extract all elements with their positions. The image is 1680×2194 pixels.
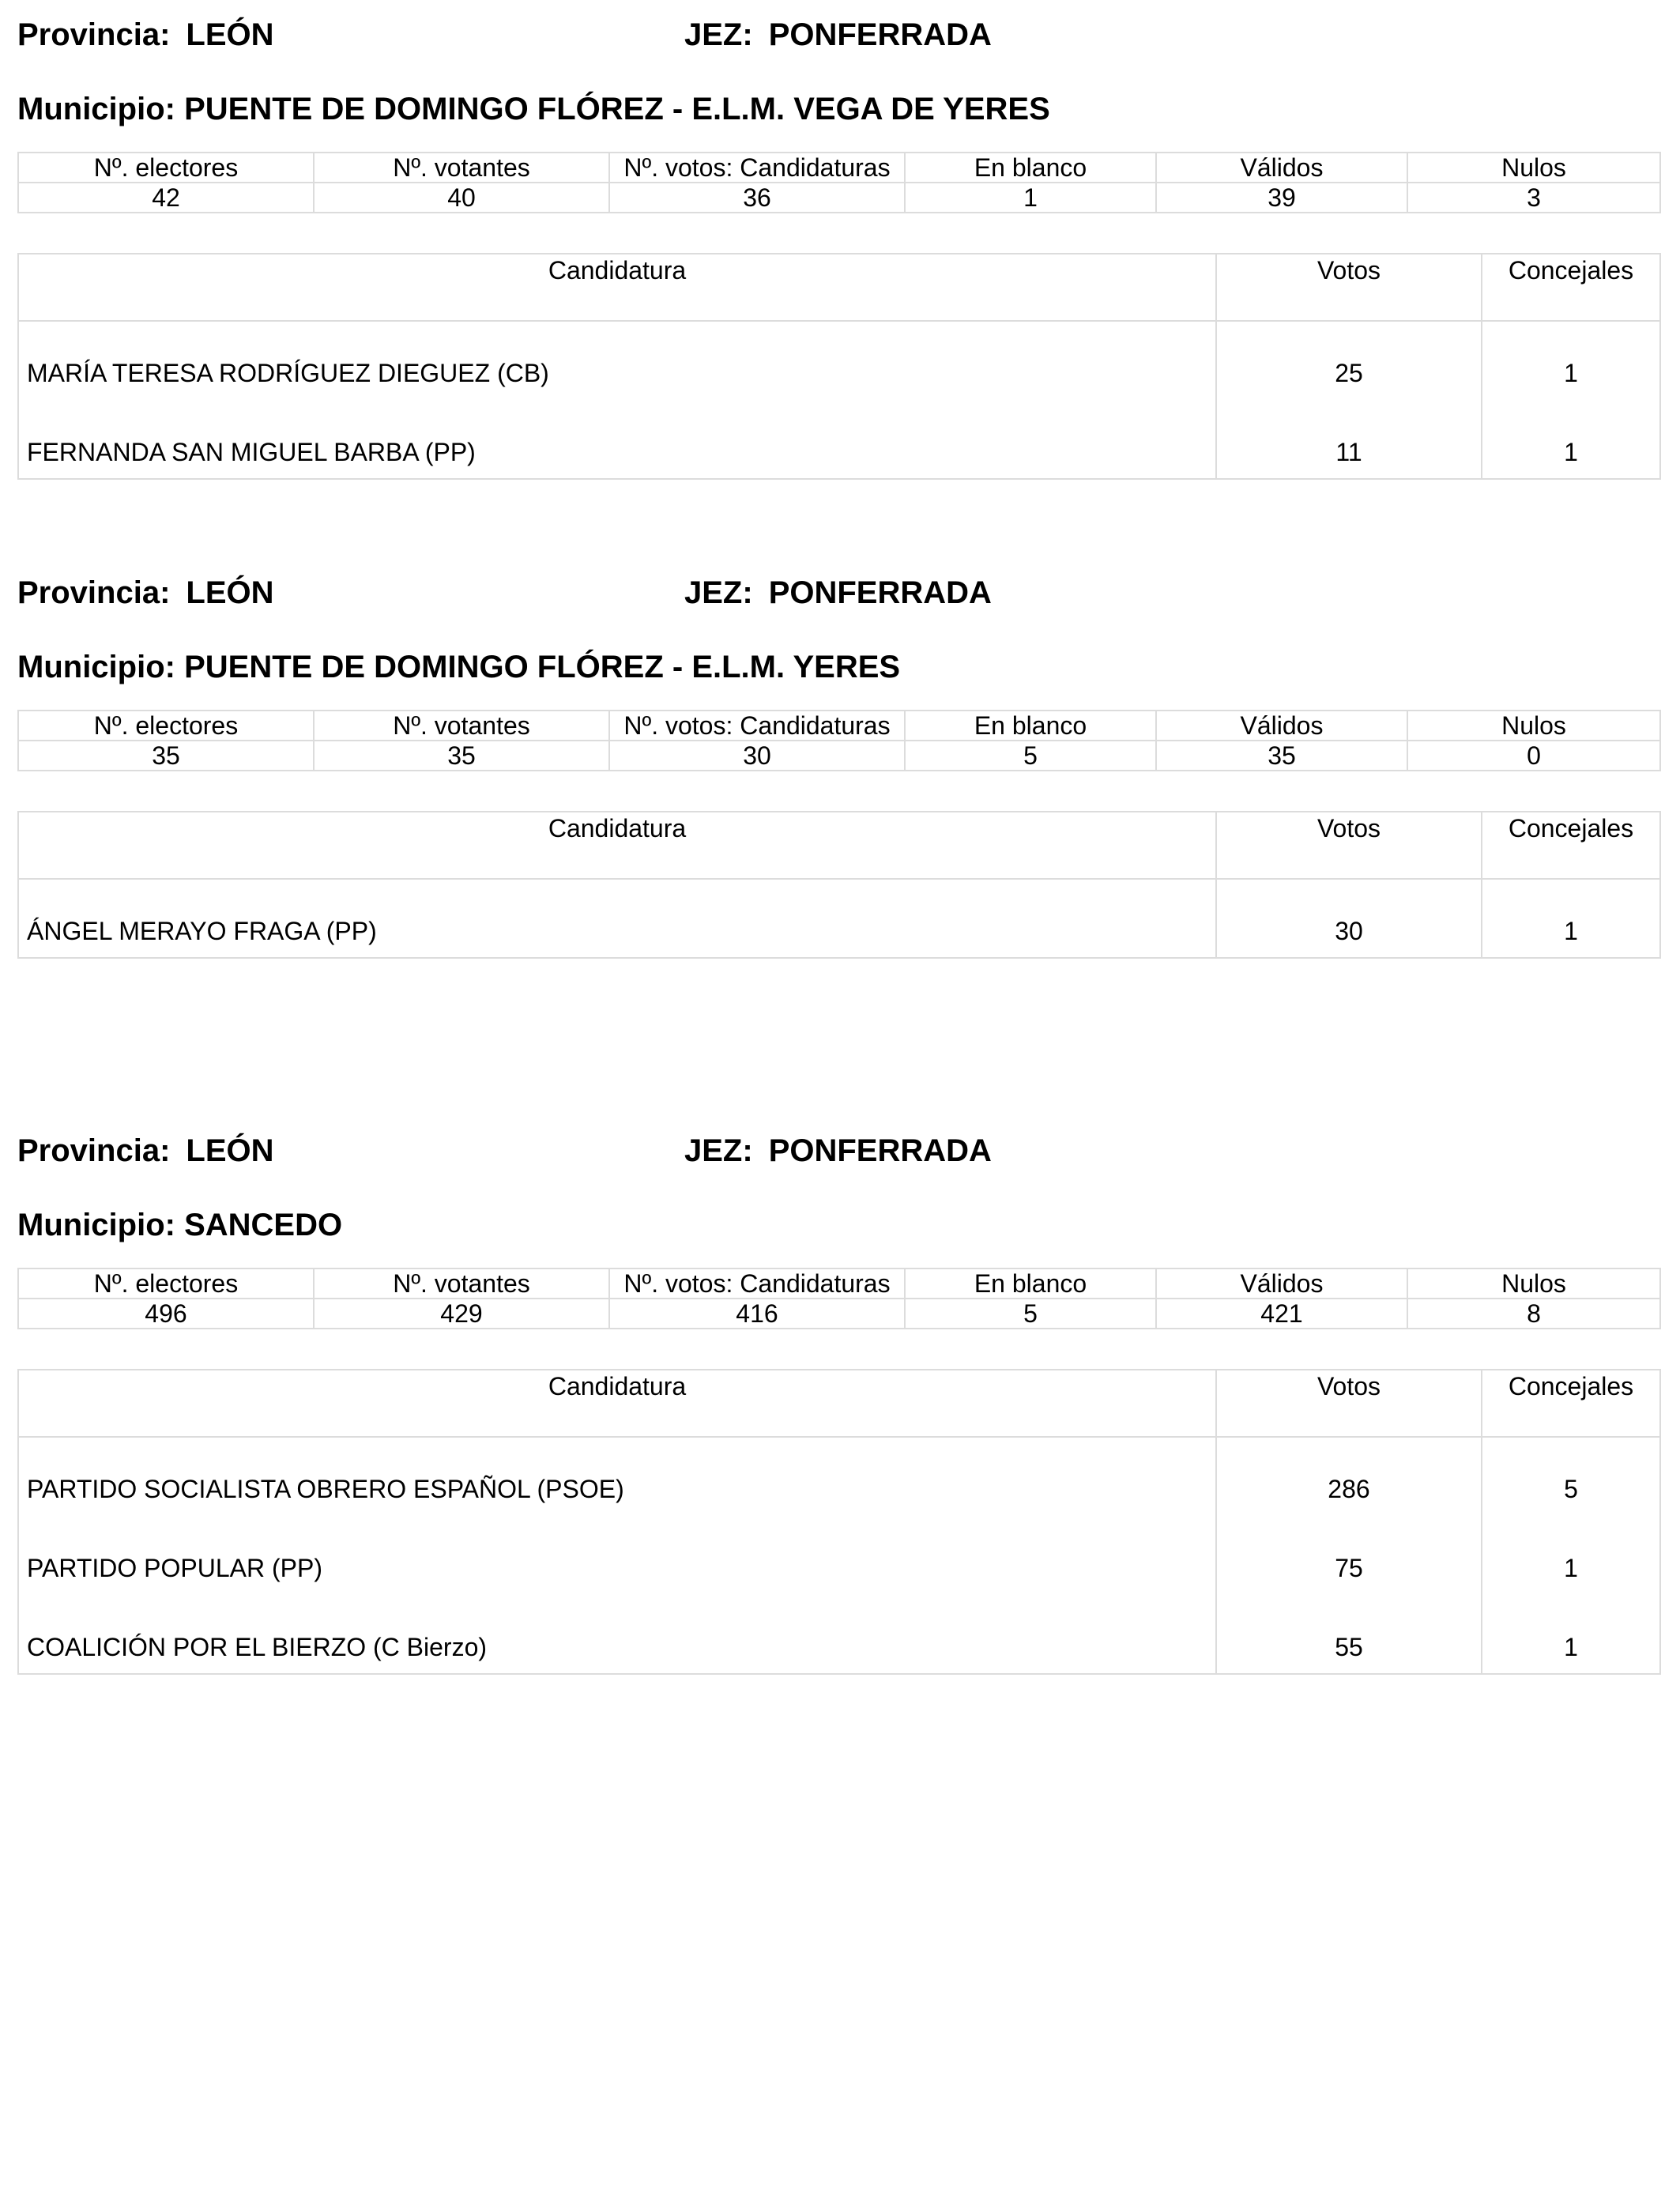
en-blanco-value: 5: [905, 1299, 1156, 1329]
votantes-header: Nº. votantes: [314, 1269, 609, 1299]
concejales-header: Concejales: [1482, 812, 1660, 879]
concejales-header: Concejales: [1482, 254, 1660, 321]
nulos-header: Nulos: [1407, 711, 1660, 741]
nulos-value: 8: [1407, 1299, 1660, 1329]
votos-header: Votos: [1216, 254, 1482, 321]
results-table: [17, 253, 1661, 480]
votos-cell: 25: [1216, 321, 1482, 399]
en-blanco-value: 1: [905, 183, 1156, 213]
table-row: [18, 1437, 1660, 1515]
provincia-label: Provincia:: [17, 17, 171, 52]
municipio-label: Municipio:: [17, 92, 175, 126]
table-row: [18, 879, 1660, 958]
nulos-value: 3: [1407, 183, 1660, 213]
nulos-header: Nulos: [1407, 153, 1660, 183]
table-row: [18, 1515, 1660, 1594]
votantes-value: 429: [314, 1299, 609, 1329]
jez-label: JEZ:: [684, 17, 753, 52]
electores-header: Nº. electores: [18, 153, 314, 183]
municipio-heading: [17, 643, 900, 691]
jez-label: JEZ:: [684, 575, 753, 610]
concejales-cell: 5: [1482, 1437, 1660, 1515]
candidatura-cell: ÁNGEL MERAYO FRAGA (PP): [18, 879, 1216, 958]
validos-header: Válidos: [1156, 153, 1407, 183]
jez-value: PONFERRADA: [768, 1133, 992, 1168]
candidatura-cell: PARTIDO SOCIALISTA OBRERO ESPAÑOL (PSOE): [18, 1437, 1216, 1515]
summary-header-row: [18, 1269, 1660, 1299]
votantes-value: 35: [314, 741, 609, 771]
electores-value: 496: [18, 1299, 314, 1329]
summary-table: [17, 710, 1661, 771]
section-header: [17, 1127, 1659, 1174]
votos-candidaturas-value: 416: [609, 1299, 905, 1329]
votos-cell: 55: [1216, 1594, 1482, 1674]
results-table: [17, 1369, 1661, 1675]
en-blanco-header: En blanco: [905, 711, 1156, 741]
en-blanco-header: En blanco: [905, 1269, 1156, 1299]
electores-header: Nº. electores: [18, 1269, 314, 1299]
municipio-value: SANCEDO: [184, 1208, 343, 1242]
provincia-value: LEÓN: [186, 1133, 274, 1168]
municipio-label: Municipio:: [17, 1208, 175, 1242]
summary-values-row: [18, 183, 1660, 213]
provincia-value: LEÓN: [186, 575, 274, 610]
votos-cell: 75: [1216, 1515, 1482, 1594]
votos-candidaturas-header: Nº. votos: Candidaturas: [609, 1269, 905, 1299]
votos-candidaturas-header: Nº. votos: Candidaturas: [609, 711, 905, 741]
summary-header-row: [18, 153, 1660, 183]
concejales-cell: 1: [1482, 321, 1660, 399]
municipio-value: PUENTE DE DOMINGO FLÓREZ - E.L.M. VEGA DE YERES: [184, 92, 1050, 126]
table-row: [18, 399, 1660, 479]
electores-value: 35: [18, 741, 314, 771]
votos-candidaturas-header: Nº. votos: Candidaturas: [609, 153, 905, 183]
votantes-value: 40: [314, 183, 609, 213]
votos-header: Votos: [1216, 1370, 1482, 1437]
results-header-row: [18, 254, 1660, 321]
municipio-heading: [17, 1201, 342, 1249]
electores-value: 42: [18, 183, 314, 213]
municipio-label: Municipio:: [17, 650, 175, 684]
provincia-label: Provincia:: [17, 1133, 171, 1168]
candidatura-cell: MARÍA TERESA RODRÍGUEZ DIEGUEZ (CB): [18, 321, 1216, 399]
candidatura-header: Candidatura: [18, 812, 1216, 879]
concejales-cell: 1: [1482, 1515, 1660, 1594]
concejales-cell: 1: [1482, 879, 1660, 958]
section-header: [17, 11, 1659, 58]
votos-cell: 30: [1216, 879, 1482, 958]
candidatura-header: Candidatura: [18, 254, 1216, 321]
votos-cell: 286: [1216, 1437, 1482, 1515]
jez-value: PONFERRADA: [768, 575, 992, 610]
concejales-cell: 1: [1482, 399, 1660, 479]
summary-values-row: [18, 741, 1660, 771]
table-row: [18, 1594, 1660, 1674]
validos-value: 421: [1156, 1299, 1407, 1329]
concejales-cell: 1: [1482, 1594, 1660, 1674]
results-header-row: [18, 1370, 1660, 1437]
votantes-header: Nº. votantes: [314, 711, 609, 741]
en-blanco-header: En blanco: [905, 153, 1156, 183]
votos-cell: 11: [1216, 399, 1482, 479]
provincia-heading: [17, 569, 274, 616]
votos-candidaturas-value: 36: [609, 183, 905, 213]
municipio-heading: [17, 85, 1050, 133]
validos-value: 35: [1156, 741, 1407, 771]
section-header: [17, 569, 1659, 616]
summary-values-row: [18, 1299, 1660, 1329]
jez-label: JEZ:: [684, 1133, 753, 1168]
concejales-header: Concejales: [1482, 1370, 1660, 1437]
provincia-label: Provincia:: [17, 575, 171, 610]
candidatura-cell: COALICIÓN POR EL BIERZO (C Bierzo): [18, 1594, 1216, 1674]
candidatura-header: Candidatura: [18, 1370, 1216, 1437]
provincia-value: LEÓN: [186, 17, 274, 52]
municipio-value: PUENTE DE DOMINGO FLÓREZ - E.L.M. YERES: [184, 650, 901, 684]
jez-value: PONFERRADA: [768, 17, 992, 52]
votantes-header: Nº. votantes: [314, 153, 609, 183]
electores-header: Nº. electores: [18, 711, 314, 741]
jez-heading: [684, 11, 992, 58]
jez-heading: [684, 569, 992, 616]
summary-table: [17, 152, 1661, 213]
jez-heading: [684, 1127, 992, 1174]
validos-header: Válidos: [1156, 1269, 1407, 1299]
table-row: [18, 321, 1660, 399]
nulos-value: 0: [1407, 741, 1660, 771]
summary-header-row: [18, 711, 1660, 741]
votos-header: Votos: [1216, 812, 1482, 879]
nulos-header: Nulos: [1407, 1269, 1660, 1299]
results-table: [17, 811, 1661, 959]
results-header-row: [18, 812, 1660, 879]
candidatura-cell: FERNANDA SAN MIGUEL BARBA (PP): [18, 399, 1216, 479]
summary-table: [17, 1268, 1661, 1329]
provincia-heading: [17, 1127, 274, 1174]
validos-header: Válidos: [1156, 711, 1407, 741]
provincia-heading: [17, 11, 274, 58]
en-blanco-value: 5: [905, 741, 1156, 771]
candidatura-cell: PARTIDO POPULAR (PP): [18, 1515, 1216, 1594]
votos-candidaturas-value: 30: [609, 741, 905, 771]
validos-value: 39: [1156, 183, 1407, 213]
